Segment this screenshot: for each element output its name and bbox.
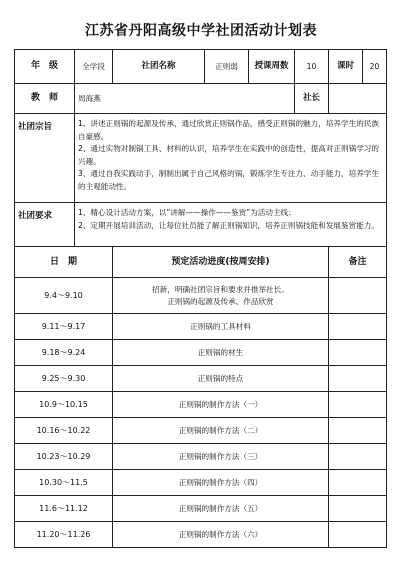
row-notes	[329, 392, 387, 418]
row-notes	[329, 470, 387, 496]
requirements-line: 2、定期开展培训活动，让每位社员能了解正则锅知识，培养正则锅技能和发展鉴赏能力。	[78, 220, 379, 230]
row-notes	[329, 444, 387, 470]
purpose-line: 2、通过实物对制锅工具、材料的认识，培养学生在实践中的创造性，提高对正则锅学习的兴趣。	[78, 144, 379, 166]
requirements-content	[75, 203, 387, 247]
info-row-2	[15, 84, 387, 114]
club-name-label: 社团名称	[113, 50, 205, 84]
requirements-line: 1、精心设计活动方案，以“讲解——操作——鉴赏”为活动主线；	[78, 208, 296, 217]
row-date: 9.4～9.10	[15, 278, 113, 314]
row-notes	[329, 278, 387, 314]
row-notes	[329, 314, 387, 340]
row-date: 9.25～9.30	[15, 366, 113, 392]
row-date: 10.9～10.15	[15, 392, 113, 418]
row-date: 11.6～11.12	[15, 496, 113, 522]
table-row	[15, 522, 387, 548]
hours-label: 课时	[329, 50, 363, 84]
table-row	[15, 340, 387, 366]
row-activity: 正则锅的制作方法（二）	[113, 418, 329, 444]
activity-line: 正则锅的起源及传承、作品欣赏	[167, 296, 274, 306]
row-date: 10.23～10.29	[15, 444, 113, 470]
table-row	[15, 418, 387, 444]
hours-value: 20	[363, 50, 387, 84]
purpose-label: 社团宗旨	[15, 114, 75, 203]
teacher-label: 教 师	[15, 84, 75, 114]
row-activity: 正则锅的工具材料	[113, 314, 329, 340]
table-row	[15, 470, 387, 496]
purpose-line: 1、讲述正则锅的起源及传承，通过欣赏正则锅作品，感受正则锅的魅力，培养学生的民族自豪感。	[78, 119, 379, 141]
club-name-value: 正则弱	[205, 50, 249, 84]
row-notes	[329, 522, 387, 548]
row-date: 10.16～10.22	[15, 418, 113, 444]
row-notes	[329, 340, 387, 366]
leader-label: 社长	[295, 84, 329, 114]
purpose-row	[15, 114, 387, 203]
requirements-label: 社团要求	[15, 203, 75, 247]
table-row	[15, 278, 387, 314]
grade-label: 年 级	[15, 50, 75, 84]
table-row	[15, 496, 387, 522]
weeks-label: 授课周数	[249, 50, 295, 84]
row-activity: 正则锅的制作方法（三）	[113, 444, 329, 470]
plan-table	[14, 49, 387, 548]
leader-value	[329, 84, 387, 114]
table-row	[15, 366, 387, 392]
row-activity: 正则锅的特点	[113, 366, 329, 392]
activity-line: 招新，明确社团宗旨和要求并推举社长。	[152, 284, 289, 294]
row-activity	[113, 278, 329, 314]
schedule-header	[15, 247, 387, 278]
row-notes	[329, 418, 387, 444]
row-activity: 正则锅的制作方法（一）	[113, 392, 329, 418]
row-notes	[329, 496, 387, 522]
requirements-row	[15, 203, 387, 247]
row-activity: 正则锅的制作方法（五）	[113, 496, 329, 522]
row-activity: 正则锅的材生	[113, 340, 329, 366]
row-date: 11.20～11.26	[15, 522, 113, 548]
row-date: 9.18～9.24	[15, 340, 113, 366]
table-row	[15, 444, 387, 470]
row-activity: 正则锅的制作方法（六）	[113, 522, 329, 548]
notes-header: 备注	[329, 247, 387, 278]
row-date: 9.11～9.17	[15, 314, 113, 340]
row-notes	[329, 366, 387, 392]
activity-header: 预定活动进度(按周安排)	[113, 247, 329, 278]
purpose-content	[75, 114, 387, 203]
teacher-value: 周海燕	[75, 84, 295, 114]
info-row-1	[15, 50, 387, 84]
grade-value: 全学段	[75, 50, 113, 84]
page-title: 江苏省丹阳高级中学社团活动计划表	[85, 23, 317, 39]
row-activity: 正则锅的制作方法（四）	[113, 470, 329, 496]
table-row	[15, 314, 387, 340]
table-row	[15, 392, 387, 418]
row-date: 10.30～11.5	[15, 470, 113, 496]
weeks-value: 10	[295, 50, 329, 84]
purpose-line: 3、通过自我实践动手，制制出属于自己风格的锅，锻炼学生专注力、动手能力，培养学生的主观能动性。	[78, 169, 379, 191]
date-header: 日 期	[15, 247, 113, 278]
